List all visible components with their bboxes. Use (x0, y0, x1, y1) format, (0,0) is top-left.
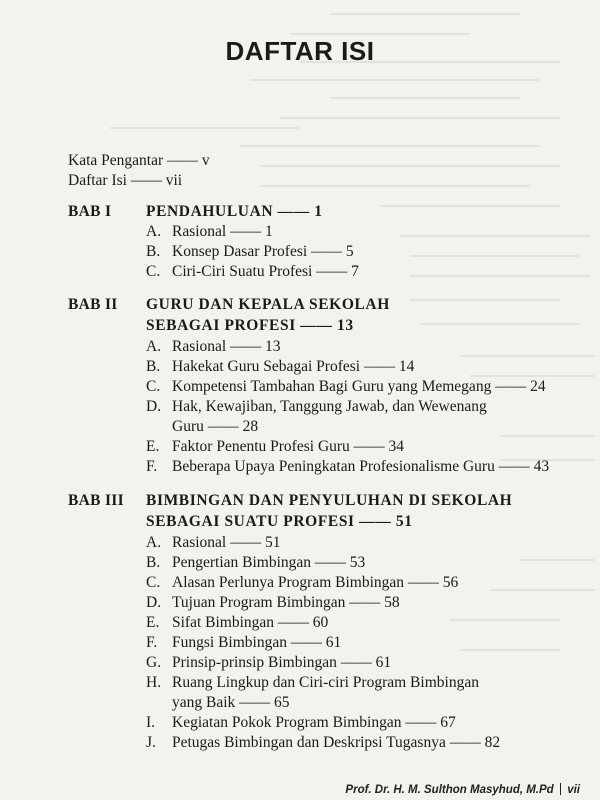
entry-letter: J. (146, 734, 156, 751)
entry-text: Tujuan Program Bimbingan —— 58 (172, 594, 400, 611)
entry-text: Petugas Bimbingan dan Deskripsi Tugasnya —— 82 (172, 734, 501, 751)
chapter-label-bab-i: BAB I (68, 203, 112, 220)
entry-letter: C. (146, 263, 161, 280)
entry-letter: B. (146, 358, 161, 375)
entry-text: Rasional —— 13 (172, 338, 281, 355)
entry-text: Guru —— 28 (172, 418, 259, 435)
chapter-title-bab-iii-line-1: BIMBINGAN DAN PENYULUHAN DI SEKOLAH (146, 492, 513, 509)
entry-text: Ciri-Ciri Suatu Profesi —— 7 (172, 263, 359, 280)
entry-letter: E. (146, 614, 160, 631)
chapter-title-bab-iii-line-2: SEBAGAI SUATU PROFESI —— 51 (146, 513, 413, 530)
entry-text: Rasional —— 51 (172, 534, 281, 551)
entry-text: Kegiatan Pokok Program Bimbingan —— 67 (172, 714, 456, 731)
chapter-title-bab-ii-line-2: SEBAGAI PROFESI —— 13 (146, 317, 354, 334)
entry-text: Konsep Dasar Profesi —— 5 (172, 243, 354, 260)
chapter-label-bab-iii: BAB III (68, 492, 124, 509)
entry-letter: D. (146, 594, 162, 611)
entry-text: Beberapa Upaya Peningkatan Profesionalisme Guru —— 43 (172, 458, 550, 475)
entry-letter: B. (146, 554, 161, 571)
page-footer (345, 783, 580, 796)
entry-letter: D. (146, 398, 162, 415)
entry-letter: F. (146, 458, 158, 475)
entry-text: yang Baik —— 65 (172, 694, 290, 711)
chapter-title-bab-ii-line-1: GURU DAN KEPALA SEKOLAH (146, 296, 390, 313)
entry-letter: A. (146, 338, 162, 355)
entry-letter: A. (146, 534, 162, 551)
entry-letter: H. (146, 674, 162, 691)
entry-letter: A. (146, 223, 162, 240)
entry-letter: I. (146, 714, 156, 731)
toc-front-matter-daftar-isi: Daftar Isi —— vii (68, 172, 183, 189)
entry-letter: E. (146, 438, 160, 455)
entry-text: Faktor Penentu Profesi Guru —— 34 (172, 438, 405, 455)
chapter-title-bab-i: PENDAHULUAN —— 1 (146, 203, 323, 220)
chapter-label-bab-ii: BAB II (68, 296, 118, 313)
entry-letter: F. (146, 634, 158, 651)
entry-letter: C. (146, 574, 161, 591)
entry-text: Fungsi Bimbingan —— 61 (172, 634, 342, 651)
toc-front-matter-kata-pengantar: Kata Pengantar —— v (68, 152, 210, 169)
page-title: DAFTAR ISI (225, 36, 375, 66)
entry-text: Hak, Kewajiban, Tanggung Jawab, dan Wewenang (172, 398, 487, 415)
footer-author: Prof. Dr. H. M. Sulthon Masyhud, M.Pd (345, 784, 554, 796)
entry-letter: G. (146, 654, 162, 671)
entry-text: Alasan Perlunya Program Bimbingan —— 56 (172, 574, 459, 591)
entry-text: Hakekat Guru Sebagai Profesi —— 14 (172, 358, 415, 375)
entry-letter: C. (146, 378, 161, 395)
entry-text: Ruang Lingkup dan Ciri-ciri Program Bimbingan (172, 674, 479, 691)
entry-text: Pengertian Bimbingan —— 53 (172, 554, 366, 571)
entry-text: Kompetensi Tambahan Bagi Guru yang Memegang —— 24 (172, 378, 546, 395)
entry-text: Prinsip-prinsip Bimbingan —— 61 (172, 654, 392, 671)
entry-text: Rasional —— 1 (172, 223, 273, 240)
entry-letter: B. (146, 243, 161, 260)
page-number: vii (567, 784, 580, 796)
entry-text: Sifat Bimbingan —— 60 (172, 614, 329, 631)
footer-divider (560, 783, 562, 795)
